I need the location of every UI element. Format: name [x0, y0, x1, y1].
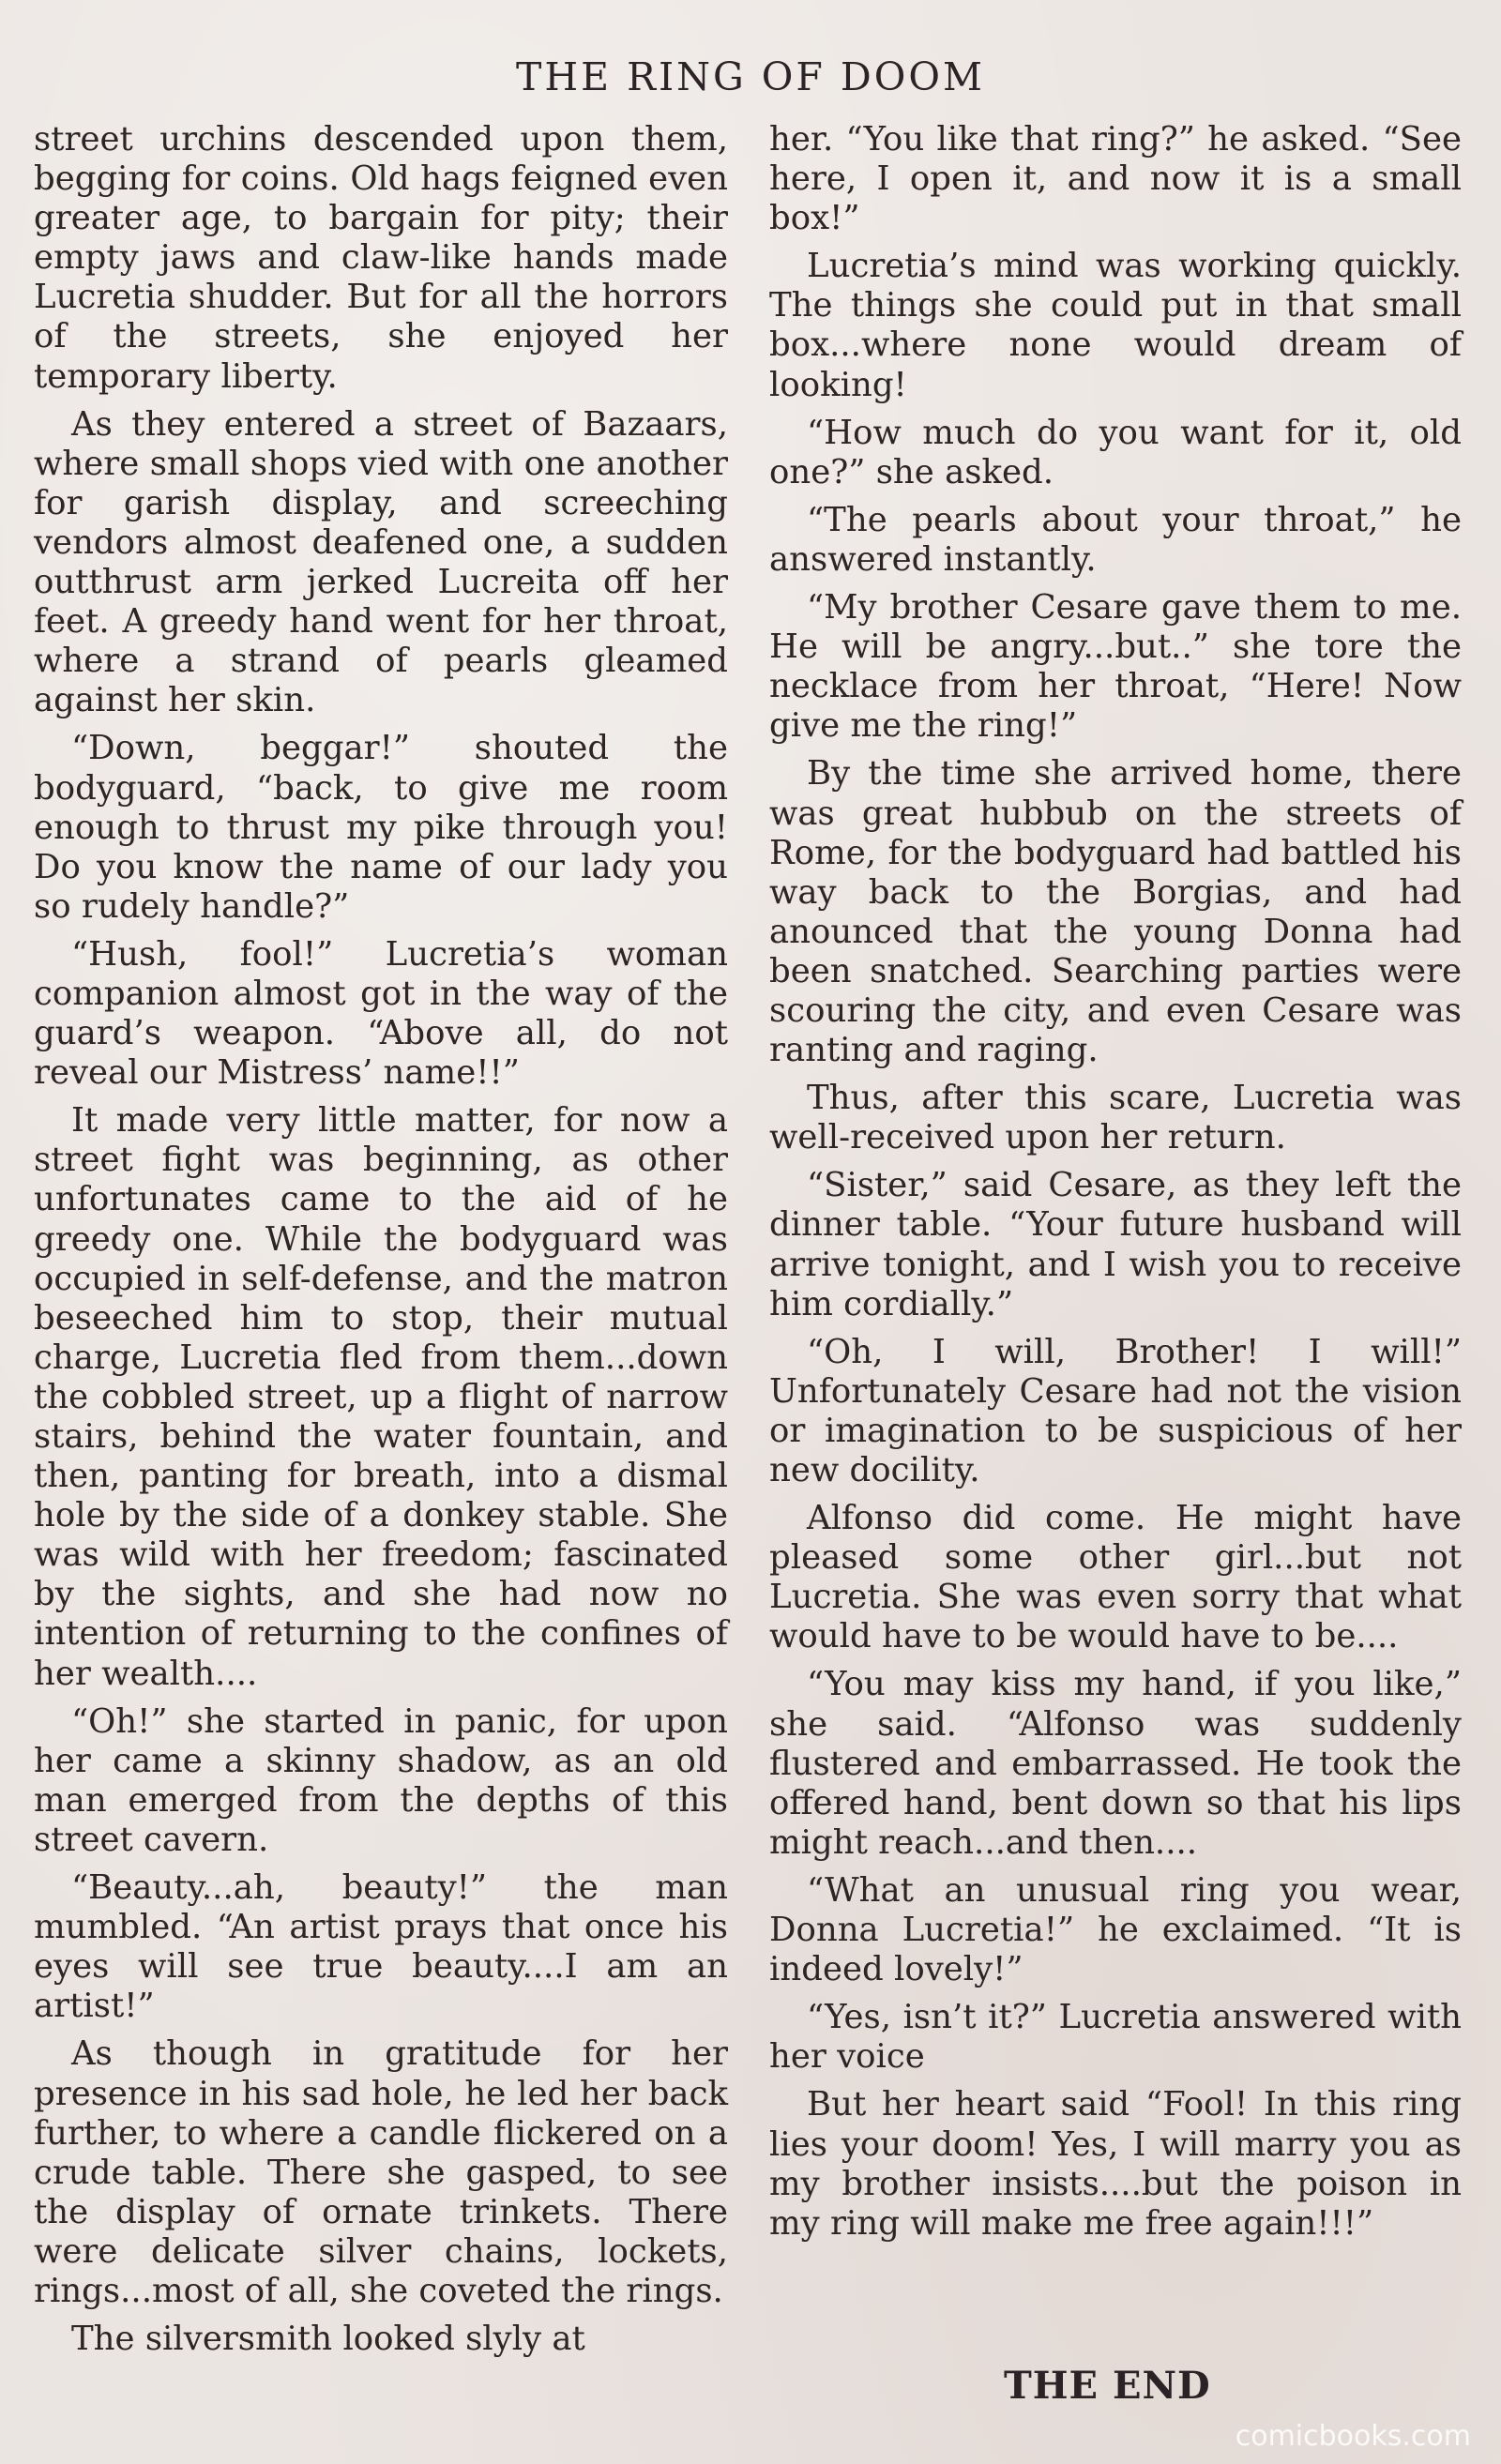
paragraph: Alfonso did come. He might have pleased some other girl...but not Lucretia. She was even sorry that what would have to be would have to be.... [769, 1499, 1462, 1656]
paragraph: “How much do you want for it, old one?” she asked. [769, 413, 1462, 491]
paragraph: But her heart said “Fool! In this ring lies your doom! Yes, I will marry you as my brother insists....but the poison in my ring will make me free again!!!” [769, 2085, 1462, 2243]
paragraph: Thus, after this scare, Lucretia was well-received upon her return. [769, 1079, 1462, 1157]
paragraph: “What an unusual ring you wear, Donna Lucretia!” he exclaimed. “It is indeed lovely!” [769, 1870, 1462, 1989]
paragraph: “My brother Cesare gave them to me. He will be angry...but..” she tore the necklace from her throat, “Here! Now give me the ring!” [769, 588, 1462, 746]
paragraph: By the time she arrived home, there was great hubbub on the streets of Rome, for the bodyguard had battled his way back to the Borgias, and had anounced that the young Donna had been snatched. Searching parties were scouring the city, and even Cesare was ranting and raging. [769, 754, 1462, 1070]
site-watermark: comicbooks.com [1235, 2420, 1471, 2453]
paragraph: Lucretia’s mind was working quickly. The things she could put in that small box...where none would dream of looking! [769, 247, 1462, 404]
paragraph: The silversmith looked slyly at [71, 2320, 585, 2359]
paragraph: “The pearls about your throat,” he answered instantly. [769, 500, 1462, 579]
paragraph: street urchins descended upon them, begging for coins. Old hags feigned even greater age, to bargain for pity; their empty jaws and claw-like hands made Lucretia shudder. But for all the horrors of the streets, she enjoyed her temporary liberty. [34, 120, 728, 396]
paragraph: “You may kiss my hand, if you like,” she said. “Alfonso was suddenly flustered and embarrassed. He took the offered hand, bent down so that his lips might reach...and then.... [769, 1665, 1462, 1862]
paragraph: It made very little matter, for now a street fight was beginning, as other unfortunates came to the aid of he greedy one. While the bodyguard was occupied in self-defense, and the matron beseeched him to stop, their mutual charge, Lucretia fled from them...down the cobbled street, up a flight of narrow stairs, behind the water fountain, and then, panting for breath, into a dismal hole by the side of a donkey stable. She was wild with her freedom; fascinated by the sights, and she had now no intention of returning to the confines of her wealth.... [34, 1101, 728, 1693]
right-text-column [769, 120, 1462, 2252]
paragraph: “Sister,” said Cesare, as they left the dinner table. “Your future husband will arrive tonight, and I wish you to receive him cordially.” [769, 1166, 1462, 1323]
paragraph: “Oh!” she started in panic, for upon her came a skinny shadow, as an old man emerged from the depths of this street cavern. [34, 1701, 728, 1859]
paragraph: her. “You like that ring?” he asked. “See here, I open it, and now it is a small box!” [769, 120, 1462, 238]
left-text-column [34, 120, 728, 2367]
paragraph: “Down, beggar!” shouted the bodyguard, “back, to give me room enough to thrust my pike through you! Do you know the name of our lady you so rudely handle?” [34, 729, 728, 926]
paragraph: “Oh, I will, Brother! I will!” Unfortunately Cesare had not the vision or imagination to be suspicious of her new docility. [769, 1332, 1462, 1489]
story-title: THE RING OF DOOM [516, 54, 985, 99]
paragraph: “Hush, fool!” Lucretia’s woman companion almost got in the way of the guard’s weapon. “Above all, do not reveal our Mistress’ name!!” [34, 934, 728, 1093]
paragraph: “Beauty...ah, beauty!” the man mumbled. “An artist prays that once his eyes will see true beauty....I am an artist!” [34, 1868, 728, 2026]
paragraph: As they entered a street of Bazaars, where small shops vied with one another for garish display, and screeching vendors almost deafened one, a sudden outthrust arm jerked Lucreita off her feet. A greedy hand went for her throat, where a strand of pearls gleamed against her skin. [34, 404, 728, 720]
paragraph: As though in gratitude for her presence in his sad hole, he led her back further, to where a candle flickered on a crude table. There she gasped, to see the display of ornate trinkets. There were delicate silver chains, lockets, rings...most of all, she coveted the rings. [34, 2034, 728, 2310]
the-end-label: THE END [1004, 2364, 1211, 2408]
paragraph: “Yes, isn’t it?” Lucretia answered with her voice [769, 1998, 1462, 2077]
